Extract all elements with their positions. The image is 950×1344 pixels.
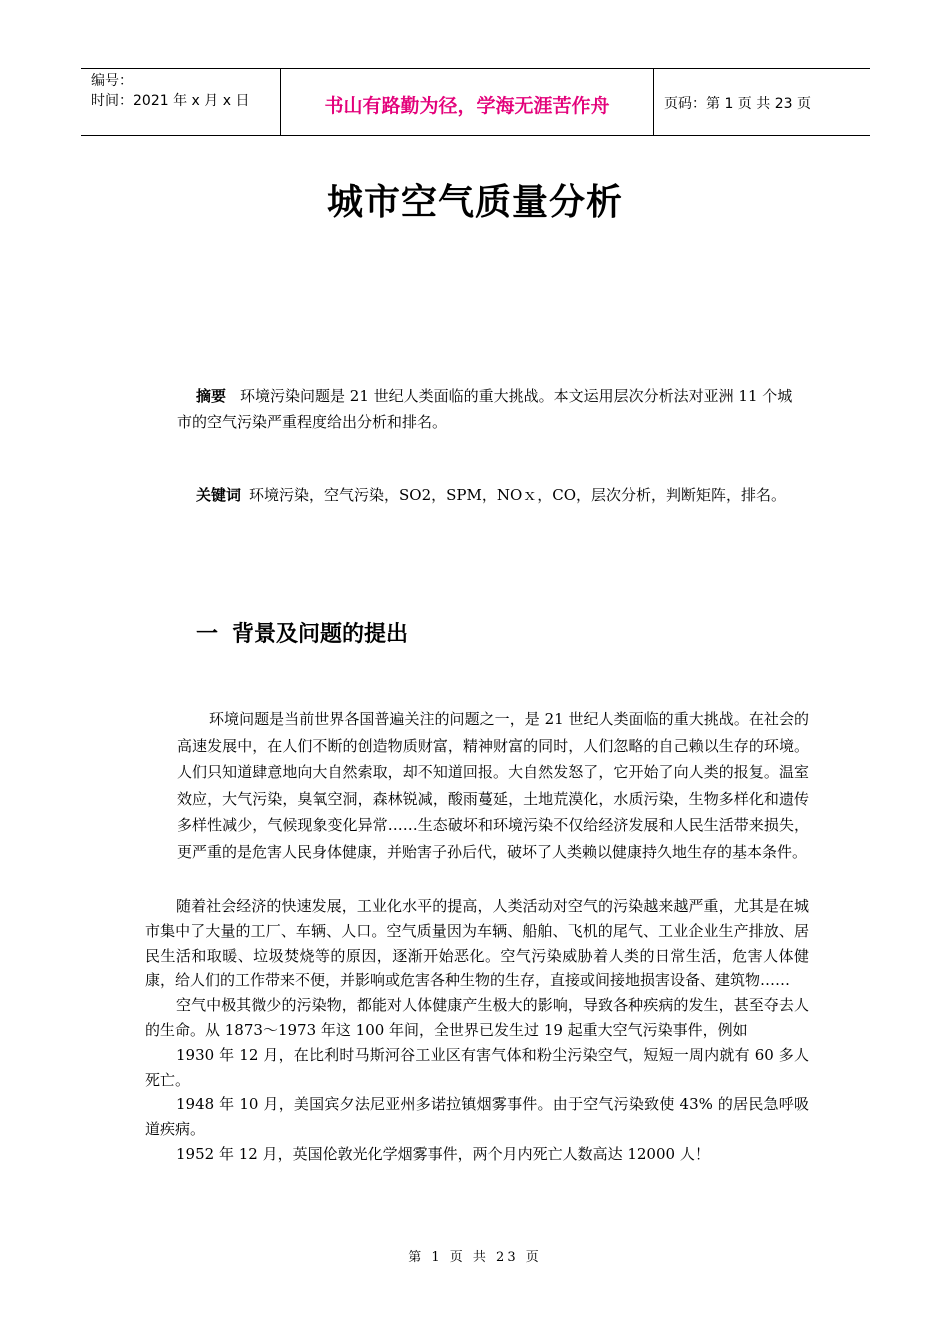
abstract-label: 摘要	[196, 387, 227, 405]
document-time-label: 时间：2021 年 x 月 x 日	[91, 93, 250, 109]
paragraph-intro: 环境问题是当前世界各国普遍关注的问题之一，是 21 世纪人类面临的重大挑战。在社会的高速发展中，在人们不断的创造物质财富，精神财富的同时，人们忽略的自己赖以生存的环境。人们只知道肆意地向大自然索取，却不知道回报。大自然发怒了，它开始了向人类的报复。温室效应，大气污染，臭氧空洞，森林锐减，酸雨蔓延，土地荒漠化，水质污染，生物多样化和遗传多样性减少，气候现象变化异常……生态破坏和环境污染不仅给经济发展和人民生活带来损失，更严重的是危害人民身体健康，并贻害子孙后代，破坏了人类赖以健康持久地生存的基本条件。	[177, 710, 809, 861]
document-title: 城市空气质量分析	[326, 182, 623, 223]
section-heading	[196, 617, 408, 648]
abstract	[177, 383, 807, 435]
keywords-text: 环境污染，空气污染，SO2，SPM，NOｘ，CO，层次分析，判断矩阵，排名。	[249, 486, 787, 504]
section-title: 背景及问题的提出	[232, 622, 409, 647]
header-page-info: 页码：第 1 页 共 23 页	[664, 96, 811, 112]
section-number: 一	[196, 622, 219, 647]
paragraph: 空气中极其微少的污染物，都能对人体健康产生极大的影响，导致各种疾病的发生，甚至夺去人的生命。从 1873～1973 年这 100 年间，全世界已发生过 19 起重大空气污染事件，例如	[145, 996, 809, 1039]
paragraph: 随着社会经济的快速发展，工业化水平的提高，人类活动对空气的污染越来越严重，尤其是在城市集中了大量的工厂、车辆、人口。空气质量因为车辆、船舶、飞机的尾气、工业企业生产排放、居民生活和取暖、垃圾焚烧等的原因，逐渐开始恶化。空气污染威胁着人类的日常生活，危害人体健康，给人们的工作带来不便，并影响或危害各种生物的生存，直接或间接地损害设备、建筑物……	[145, 897, 809, 990]
page-header	[81, 68, 870, 136]
paragraph: 1952 年 12 月，英国伦敦光化学烟雾事件，两个月内死亡人数高达 12000 人！	[176, 1144, 710, 1163]
keywords-label: 关键词	[196, 486, 242, 504]
abstract-text: 环境污染问题是 21 世纪人类面临的重大挑战。本文运用层次分析法对亚洲 11 个城市的空气污染严重程度给出分析和排名。	[177, 387, 793, 431]
header-motto: 书山有路勤为径，学海无涯苦作舟	[281, 69, 654, 135]
body-text	[145, 894, 809, 1167]
keywords	[177, 482, 807, 508]
document-number-label: 编号：	[91, 73, 133, 89]
paragraph: 1930 年 12 月，在比利时马斯河谷工业区有害气体和粉尘污染空气，短短一周内就有 60 多人死亡。	[145, 1045, 809, 1089]
page-footer: 第 1 页 共 23 页	[408, 1250, 542, 1265]
paragraph: 1948 年 10 月，美国宾夕法尼亚州多诺拉镇烟雾事件。由于空气污染致使 43% 的居民急呼吸道疾病。	[145, 1095, 809, 1139]
header-meta	[81, 69, 281, 135]
